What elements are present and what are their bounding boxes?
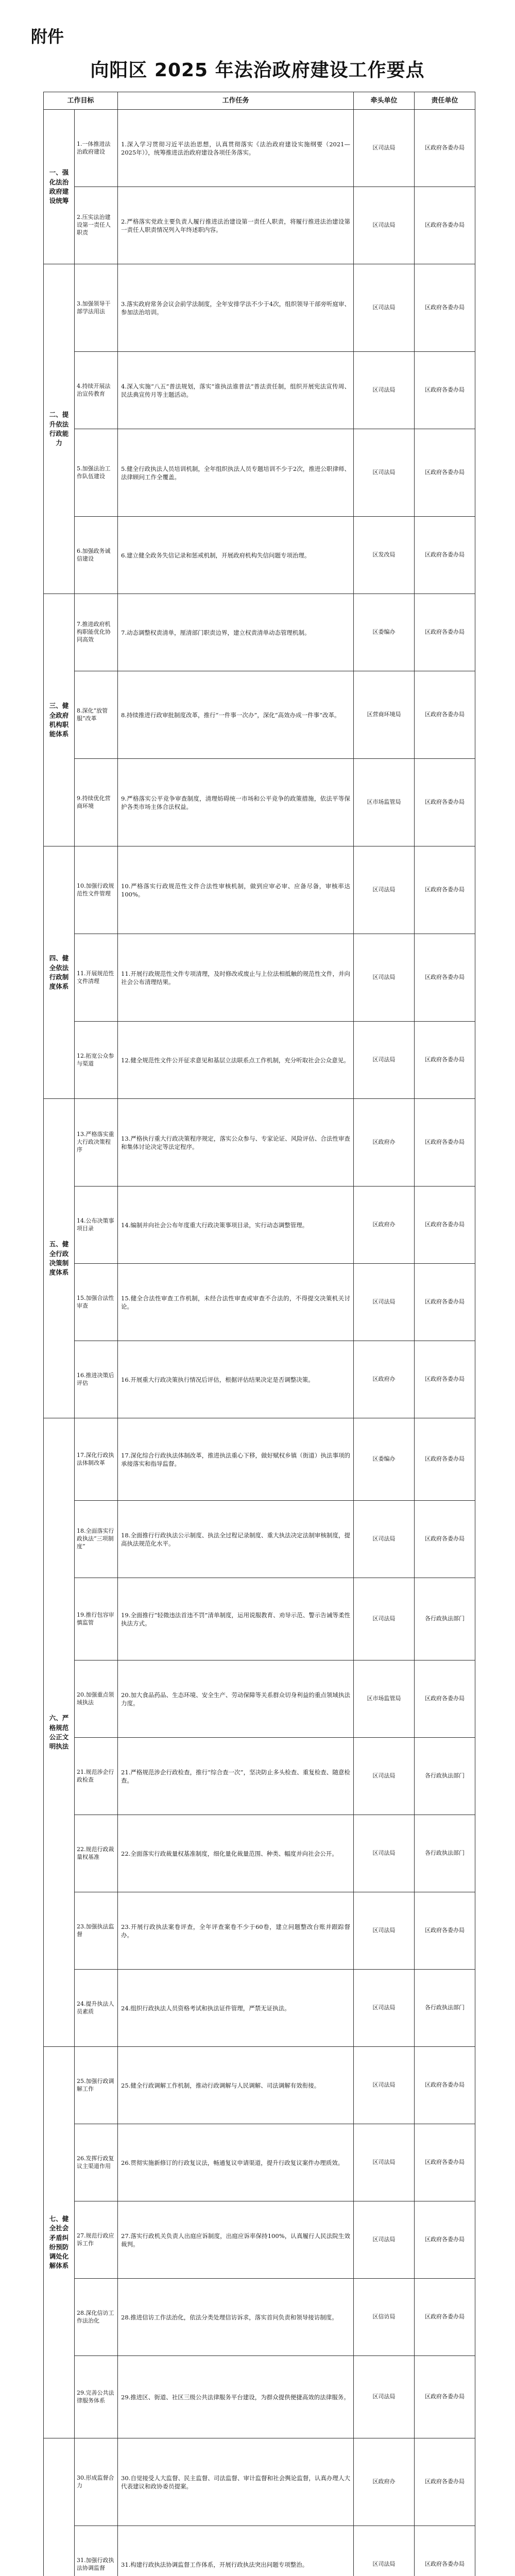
lead-unit-cell: 区司法局 <box>354 1738 415 1815</box>
sub-goal-cell: 8.深化“放管服”改革 <box>75 671 118 759</box>
lead-unit-cell: 区市场监管局 <box>354 1660 415 1738</box>
table-row <box>44 110 475 187</box>
task-cell: 8.持续推进行政审批制度改革，推行“一件事一次办”，深化“高效办成一件事”改革。 <box>118 671 354 759</box>
lead-unit-cell: 区司法局 <box>354 1501 415 1578</box>
lead-unit-cell: 区司法局 <box>354 110 415 187</box>
sub-goal-cell: 1.一体推进法治政府建设 <box>75 110 118 187</box>
task-cell: 9.严格落实公平竞争审查制度，清理妨碍统一市场和公平竞争的政策措施，依法平等保护各类市场主体合法权益。 <box>118 759 354 846</box>
table-row <box>44 352 475 429</box>
table-row <box>44 594 475 671</box>
sub-goal-cell: 4.持续开展法治宣传教育 <box>75 352 118 429</box>
task-cell: 31.构建行政执法协调监督工作体系，开展行政执法突出问题专项整治。 <box>118 2526 354 2576</box>
responsible-unit-cell: 区政府各委办局 <box>415 1501 475 1578</box>
sub-goal-cell: 12.拓宽公众参与渠道 <box>75 1022 118 1099</box>
task-cell: 17.深化综合行政执法体制改革，推进执法重心下移，做好赋权乡镇（街道）执法事项的承接落实和指导监督。 <box>118 1418 354 1501</box>
table-row <box>44 1738 475 1815</box>
goal-category-cell: 三、健全政府机构职能体系 <box>44 594 75 846</box>
lead-unit-cell: 区信访局 <box>354 2279 415 2356</box>
lead-unit-cell: 区司法局 <box>354 429 415 517</box>
table-row <box>44 2279 475 2356</box>
lead-unit-cell: 区司法局 <box>354 846 415 934</box>
attachment-label: 附件 <box>31 27 64 46</box>
task-cell: 7.动态调整权责清单，厘清部门职责边界，建立权责清单动态管理机制。 <box>118 594 354 671</box>
table-row <box>44 671 475 759</box>
lead-unit-cell: 区司法局 <box>354 2526 415 2576</box>
sub-goal-cell: 10.加强行政规范性文件管理 <box>75 846 118 934</box>
responsible-unit-cell: 区政府各委办局 <box>415 934 475 1022</box>
sub-goal-cell: 20.加强重点领域执法 <box>75 1660 118 1738</box>
task-cell: 30.自觉接受人大监督、民主监督、司法监督、审计监督和社会舆论监督，认真办理人大代表建议和政协委员提案。 <box>118 2438 354 2526</box>
lead-unit-cell: 区司法局 <box>354 1970 415 2047</box>
lead-unit-cell: 区政府办 <box>354 1341 415 1418</box>
table-row <box>44 759 475 846</box>
lead-unit-cell: 区政府办 <box>354 1099 415 1187</box>
table-row <box>44 2124 475 2201</box>
column-header-goal: 工作目标 <box>44 92 118 110</box>
table-row <box>44 429 475 517</box>
table-row <box>44 1341 475 1418</box>
table-row <box>44 2201 475 2279</box>
responsible-unit-cell: 区政府各委办局 <box>415 517 475 594</box>
sub-goal-cell: 21.规范涉企行政检查 <box>75 1738 118 1815</box>
responsible-unit-cell: 各行政执法部门 <box>415 1815 475 1892</box>
column-header-responsible: 责任单位 <box>415 92 475 110</box>
sub-goal-cell: 26.发挥行政复议主渠道作用 <box>75 2124 118 2201</box>
task-cell: 25.健全行政调解工作机制，推动行政调解与人民调解、司法调解有效衔接。 <box>118 2047 354 2124</box>
sub-goal-cell: 31.加强行政执法协调监督 <box>75 2526 118 2576</box>
lead-unit-cell: 区司法局 <box>354 2201 415 2279</box>
table-row <box>44 517 475 594</box>
lead-unit-cell: 区司法局 <box>354 1815 415 1892</box>
task-cell: 29.推进区、街道、社区三级公共法律服务平台建设，为群众提供便捷高效的法律服务。 <box>118 2356 354 2438</box>
sub-goal-cell: 30.形成监督合力 <box>75 2438 118 2526</box>
task-cell: 1.深入学习贯彻习近平法治思想，认真贯彻落实《法治政府建设实施纲要（2021—2025年）》，统筹推进法治政府建设各项任务落实。 <box>118 110 354 187</box>
task-cell: 3.落实政府常务会议会前学法制度，全年安排学法不少于4次，组织领导干部旁听庭审、参加法治培训。 <box>118 264 354 352</box>
responsible-unit-cell: 区政府各委办局 <box>415 264 475 352</box>
sub-goal-cell: 7.推进政府机构职能优化协同高效 <box>75 594 118 671</box>
table-row <box>44 1578 475 1660</box>
responsible-unit-cell: 各行政执法部门 <box>415 1578 475 1660</box>
sub-goal-cell: 25.加强行政调解工作 <box>75 2047 118 2124</box>
responsible-unit-cell: 区政府各委办局 <box>415 1341 475 1418</box>
responsible-unit-cell: 区政府各委办局 <box>415 594 475 671</box>
lead-unit-cell: 区司法局 <box>354 1022 415 1099</box>
responsible-unit-cell: 区政府各委办局 <box>415 2047 475 2124</box>
lead-unit-cell: 区营商环境局 <box>354 671 415 759</box>
responsible-unit-cell: 区政府各委办局 <box>415 2356 475 2438</box>
responsible-unit-cell: 区政府各委办局 <box>415 1022 475 1099</box>
goal-category-cell: 二、提升依法行政能力 <box>44 264 75 594</box>
task-cell: 2.严格落实党政主要负责人履行推进法治建设第一责任人职责，将履行推进法治建设第一责任人职责情况列入年终述职内容。 <box>118 187 354 264</box>
table-row <box>44 1892 475 1970</box>
task-cell: 24.组织行政执法人员资格考试和执法证件管理，严禁无证执法。 <box>118 1970 354 2047</box>
responsible-unit-cell: 区政府各委办局 <box>415 429 475 517</box>
table-row <box>44 2047 475 2124</box>
sub-goal-cell: 17.深化行政执法体制改革 <box>75 1418 118 1501</box>
responsible-unit-cell: 区政府各委办局 <box>415 110 475 187</box>
table-header-row <box>44 92 475 110</box>
table-row <box>44 846 475 934</box>
responsible-unit-cell: 各行政执法部门 <box>415 1738 475 1815</box>
table-row <box>44 2356 475 2438</box>
task-cell: 28.推进信访工作法治化，依法分类处理信访诉求，落实首问负责和领导接访制度。 <box>118 2279 354 2356</box>
sub-goal-cell: 13.严格落实重大行政决策程序 <box>75 1099 118 1187</box>
lead-unit-cell: 区司法局 <box>354 352 415 429</box>
sub-goal-cell: 18.全面落实行政执法“三项制度” <box>75 1501 118 1578</box>
task-cell: 5.健全行政执法人员培训机制，全年组织执法人员专题培训不少于2次，推进公职律师、法律顾问工作全覆盖。 <box>118 429 354 517</box>
sub-goal-cell: 22.规范行政裁量权基准 <box>75 1815 118 1892</box>
work-plan-table <box>43 92 475 2576</box>
responsible-unit-cell: 区政府各委办局 <box>415 1099 475 1187</box>
table-row <box>44 264 475 352</box>
lead-unit-cell: 区司法局 <box>354 1264 415 1341</box>
task-cell: 27.落实行政机关负责人出庭应诉制度，出庭应诉率保持100%，认真履行人民法院生效裁判。 <box>118 2201 354 2279</box>
sub-goal-cell: 28.深化信访工作法治化 <box>75 2279 118 2356</box>
responsible-unit-cell: 区政府各委办局 <box>415 671 475 759</box>
sub-goal-cell: 29.完善公共法律服务体系 <box>75 2356 118 2438</box>
column-header-lead: 牵头单位 <box>354 92 415 110</box>
table-row <box>44 1815 475 1892</box>
table-row <box>44 1099 475 1187</box>
sub-goal-cell: 16.推进决策后评估 <box>75 1341 118 1418</box>
table-row <box>44 2438 475 2526</box>
sub-goal-cell: 19.推行包容审慎监管 <box>75 1578 118 1660</box>
lead-unit-cell: 区司法局 <box>354 1578 415 1660</box>
lead-unit-cell: 区委编办 <box>354 1418 415 1501</box>
lead-unit-cell: 区司法局 <box>354 2047 415 2124</box>
task-cell: 12.健全规范性文件公开征求意见和基层立法联系点工作机制，充分听取社会公众意见。 <box>118 1022 354 1099</box>
table-row <box>44 187 475 264</box>
table-row <box>44 1022 475 1099</box>
task-cell: 16.开展重大行政决策执行情况后评估，根据评估结果决定是否调整决策。 <box>118 1341 354 1418</box>
responsible-unit-cell: 区政府各委办局 <box>415 2526 475 2576</box>
table-row <box>44 1264 475 1341</box>
responsible-unit-cell: 区政府各委办局 <box>415 759 475 846</box>
sub-goal-cell: 24.提升执法人员素质 <box>75 1970 118 2047</box>
responsible-unit-cell: 区政府各委办局 <box>415 1660 475 1738</box>
responsible-unit-cell: 各行政执法部门 <box>415 1970 475 2047</box>
sub-goal-cell: 5.加强法治工作队伍建设 <box>75 429 118 517</box>
sub-goal-cell: 6.加强政务诚信建设 <box>75 517 118 594</box>
lead-unit-cell: 区司法局 <box>354 2124 415 2201</box>
task-cell: 4.深入实施“八五”普法规划，落实“谁执法谁普法”普法责任制，组织开展宪法宣传周、民法典宣传月等主题活动。 <box>118 352 354 429</box>
task-cell: 20.加大食品药品、生态环境、安全生产、劳动保障等关系群众切身利益的重点领域执法力度。 <box>118 1660 354 1738</box>
lead-unit-cell: 区司法局 <box>354 2356 415 2438</box>
work-plan-table-wrapper <box>43 92 475 2576</box>
task-cell: 11.开展行政规范性文件专项清理，及时修改或废止与上位法相抵触的规范性文件，并向社会公布清理结果。 <box>118 934 354 1022</box>
task-cell: 14.编制并向社会公布年度重大行政决策事项目录，实行动态调整管理。 <box>118 1187 354 1264</box>
table-row <box>44 934 475 1022</box>
sub-goal-cell: 11.开展规范性文件清理 <box>75 934 118 1022</box>
lead-unit-cell: 区司法局 <box>354 264 415 352</box>
goal-category-cell: 五、健全行政决策制度体系 <box>44 1099 75 1418</box>
task-cell: 22.全面落实行政裁量权基准制度，细化量化裁量范围、种类、幅度并向社会公开。 <box>118 1815 354 1892</box>
goal-category-cell: 四、健全依法行政制度体系 <box>44 846 75 1099</box>
responsible-unit-cell: 区政府各委办局 <box>415 2124 475 2201</box>
task-cell: 10.严格落实行政规范性文件合法性审核机制，做到应审必审、应备尽备，审核率达100%。 <box>118 846 354 934</box>
sub-goal-cell: 27.规范行政应诉工作 <box>75 2201 118 2279</box>
table-row <box>44 1418 475 1501</box>
sub-goal-cell: 14.公布决策事项目录 <box>75 1187 118 1264</box>
task-cell: 15.健全合法性审查工作机制，未经合法性审查或审查不合法的，不得提交决策机关讨论。 <box>118 1264 354 1341</box>
task-cell: 13.严格执行重大行政决策程序规定，落实公众参与、专家论证、风险评估、合法性审查和集体讨论决定等法定程序。 <box>118 1099 354 1187</box>
task-cell: 6.建立健全政务失信记录和惩戒机制，开展政府机构失信问题专项治理。 <box>118 517 354 594</box>
responsible-unit-cell: 区政府各委办局 <box>415 1264 475 1341</box>
task-cell: 18.全面推行行政执法公示制度、执法全过程记录制度、重大执法决定法制审核制度，提高执法规范化水平。 <box>118 1501 354 1578</box>
goal-category-cell: 六、严格规范公正文明执法 <box>44 1418 75 2047</box>
lead-unit-cell: 区政府办 <box>354 1187 415 1264</box>
responsible-unit-cell: 区政府各委办局 <box>415 2201 475 2279</box>
task-cell: 26.贯彻实施新修订的行政复议法，畅通复议申请渠道，提升行政复议案件办理质效。 <box>118 2124 354 2201</box>
sub-goal-cell: 3.加强领导干部学法用法 <box>75 264 118 352</box>
goal-category-cell: 一、强化法治政府建设统筹 <box>44 110 75 264</box>
sub-goal-cell: 2.压实法治建设第一责任人职责 <box>75 187 118 264</box>
responsible-unit-cell: 区政府各委办局 <box>415 1187 475 1264</box>
task-cell: 23.开展行政执法案卷评查，全年评查案卷不少于60卷，建立问题整改台账并跟踪督办。 <box>118 1892 354 1970</box>
sub-goal-cell: 23.加强执法监督 <box>75 1892 118 1970</box>
table-row <box>44 1501 475 1578</box>
document-title: 向阳区 2025 年法治政府建设工作要点 <box>90 60 425 81</box>
table-body <box>44 110 475 2576</box>
lead-unit-cell: 区政府办 <box>354 2438 415 2526</box>
lead-unit-cell: 区司法局 <box>354 934 415 1022</box>
lead-unit-cell: 区司法局 <box>354 1892 415 1970</box>
responsible-unit-cell: 区政府各委办局 <box>415 2279 475 2356</box>
responsible-unit-cell: 区政府各委办局 <box>415 2438 475 2526</box>
table-row <box>44 1187 475 1264</box>
lead-unit-cell: 区委编办 <box>354 594 415 671</box>
column-header-task: 工作任务 <box>118 92 354 110</box>
responsible-unit-cell: 区政府各委办局 <box>415 846 475 934</box>
lead-unit-cell: 区司法局 <box>354 187 415 264</box>
responsible-unit-cell: 区政府各委办局 <box>415 1892 475 1970</box>
table-row <box>44 1660 475 1738</box>
responsible-unit-cell: 区政府各委办局 <box>415 187 475 264</box>
task-cell: 21.严格规范涉企行政检查，推行“综合查一次”，坚决防止多头检查、重复检查、随意检查。 <box>118 1738 354 1815</box>
lead-unit-cell: 区市场监管局 <box>354 759 415 846</box>
task-cell: 19.全面推行“轻微违法首违不罚”清单制度，运用说服教育、劝导示范、警示告诫等柔性执法方式。 <box>118 1578 354 1660</box>
responsible-unit-cell: 区政府各委办局 <box>415 1418 475 1501</box>
table-row <box>44 1970 475 2047</box>
sub-goal-cell: 9.持续优化营商环境 <box>75 759 118 846</box>
table-row <box>44 2526 475 2576</box>
sub-goal-cell: 15.加强合法性审查 <box>75 1264 118 1341</box>
responsible-unit-cell: 区政府各委办局 <box>415 352 475 429</box>
goal-category-cell <box>44 2438 75 2576</box>
lead-unit-cell: 区发改局 <box>354 517 415 594</box>
goal-category-cell: 七、健全社会矛盾纠纷预防调处化解体系 <box>44 2047 75 2438</box>
